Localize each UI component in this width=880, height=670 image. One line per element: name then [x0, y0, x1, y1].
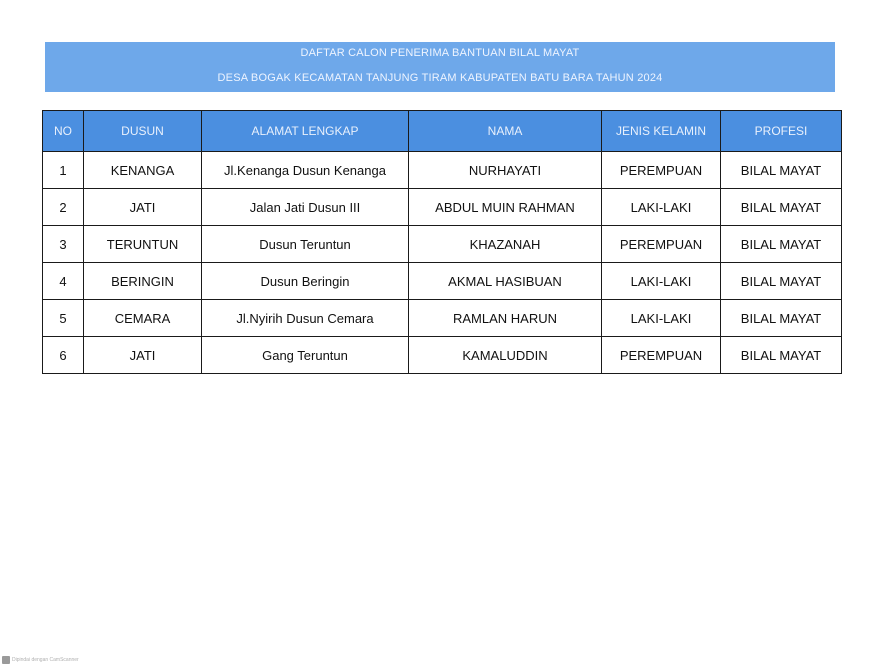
cell-no: 3	[43, 226, 84, 263]
recipients-table	[42, 110, 842, 374]
cell-profesi: BILAL MAYAT	[721, 337, 842, 374]
cell-profesi: BILAL MAYAT	[721, 189, 842, 226]
cell-dusun: KENANGA	[84, 152, 202, 189]
cell-no: 6	[43, 337, 84, 374]
cell-nama: RAMLAN HARUN	[409, 300, 602, 337]
document-title: DAFTAR CALON PENERIMA BANTUAN BILAL MAYAT	[300, 47, 580, 59]
cell-jenis-kelamin: PEREMPUAN	[602, 152, 721, 189]
title-banner	[45, 42, 835, 92]
cell-profesi: BILAL MAYAT	[721, 300, 842, 337]
cell-profesi: BILAL MAYAT	[721, 152, 842, 189]
document-subtitle: DESA BOGAK KECAMATAN TANJUNG TIRAM KABUPATEN BATU BARA TAHUN 2024	[217, 72, 663, 84]
cell-no: 4	[43, 263, 84, 300]
cell-nama: KAMALUDDIN	[409, 337, 602, 374]
cell-no: 2	[43, 189, 84, 226]
cell-alamat: Dusun Beringin	[202, 263, 409, 300]
cell-no: 1	[43, 152, 84, 189]
cell-dusun: JATI	[84, 337, 202, 374]
cell-profesi: BILAL MAYAT	[721, 226, 842, 263]
table-row	[43, 189, 842, 226]
scanner-logo-icon	[2, 656, 10, 664]
cell-alamat: Jl.Nyirih Dusun Cemara	[202, 300, 409, 337]
cell-dusun: BERINGIN	[84, 263, 202, 300]
cell-jenis-kelamin: PEREMPUAN	[602, 226, 721, 263]
table-row	[43, 300, 842, 337]
cell-alamat: Gang Teruntun	[202, 337, 409, 374]
header-jenis-kelamin: JENIS KELAMIN	[602, 111, 721, 152]
table-row	[43, 263, 842, 300]
cell-no: 5	[43, 300, 84, 337]
cell-dusun: TERUNTUN	[84, 226, 202, 263]
table-header-row	[43, 111, 842, 152]
cell-alamat: Jl.Kenanga Dusun Kenanga	[202, 152, 409, 189]
header-no: NO	[43, 111, 84, 152]
cell-nama: NURHAYATI	[409, 152, 602, 189]
cell-dusun: JATI	[84, 189, 202, 226]
cell-profesi: BILAL MAYAT	[721, 263, 842, 300]
watermark-text: Dipindai dengan CamScanner	[12, 657, 79, 663]
cell-jenis-kelamin: LAKI-LAKI	[602, 300, 721, 337]
cell-alamat: Jalan Jati Dusun III	[202, 189, 409, 226]
header-alamat: ALAMAT LENGKAP	[202, 111, 409, 152]
cell-jenis-kelamin: LAKI-LAKI	[602, 263, 721, 300]
scanner-watermark	[2, 656, 79, 664]
cell-jenis-kelamin: PEREMPUAN	[602, 337, 721, 374]
table-row	[43, 226, 842, 263]
header-profesi: PROFESI	[721, 111, 842, 152]
cell-jenis-kelamin: LAKI-LAKI	[602, 189, 721, 226]
header-nama: NAMA	[409, 111, 602, 152]
cell-nama: ABDUL MUIN RAHMAN	[409, 189, 602, 226]
header-dusun: DUSUN	[84, 111, 202, 152]
cell-nama: AKMAL HASIBUAN	[409, 263, 602, 300]
table-row	[43, 152, 842, 189]
cell-nama: KHAZANAH	[409, 226, 602, 263]
cell-alamat: Dusun Teruntun	[202, 226, 409, 263]
table-row	[43, 337, 842, 374]
cell-dusun: CEMARA	[84, 300, 202, 337]
